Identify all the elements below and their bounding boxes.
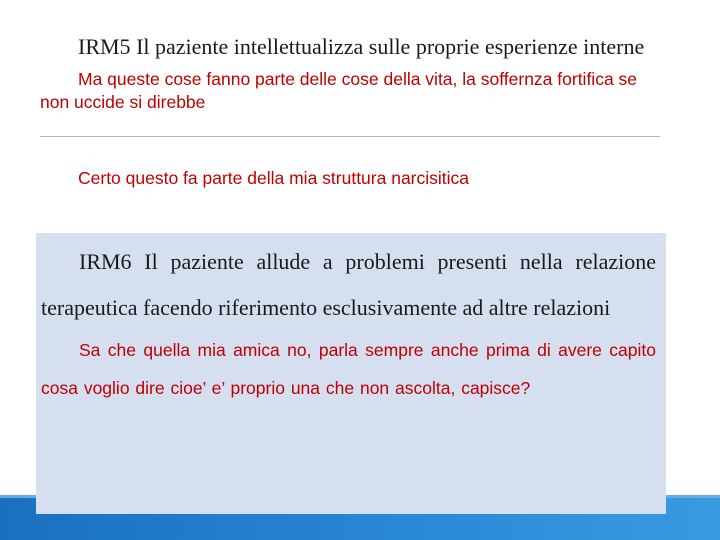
irm6-description: Il paziente allude a problemi presenti nella relazione terapeutica facendo riferimento esclusivamente ad altre relazioni: [41, 249, 656, 320]
irm6-code: IRM6: [79, 249, 132, 274]
therapist-response-section: [40, 166, 655, 190]
irm5-section: [40, 22, 655, 114]
irm5-heading: [40, 22, 655, 72]
irm6-heading: [41, 239, 656, 331]
irm6-patient-quote: Sa che quella mia amica no, parla sempre anche prima di avere capito cosa voglio dire cioe’ e’ proprio una che non ascolta, capisce?: [41, 340, 656, 398]
irm5-code: IRM5: [78, 34, 131, 59]
irm6-panel: [36, 233, 666, 514]
irm5-patient-quote: Ma queste cose fanno parte delle cose della vita, la soffernza fortifica se non uccide si direbbe: [40, 69, 638, 112]
irm5-description: Il paziente intellettualizza sulle proprie esperienze interne: [136, 34, 645, 59]
narcissistic-structure-quote: Certo questo fa parte della mia struttura narcisitica: [78, 168, 470, 188]
section-divider: [40, 136, 660, 137]
